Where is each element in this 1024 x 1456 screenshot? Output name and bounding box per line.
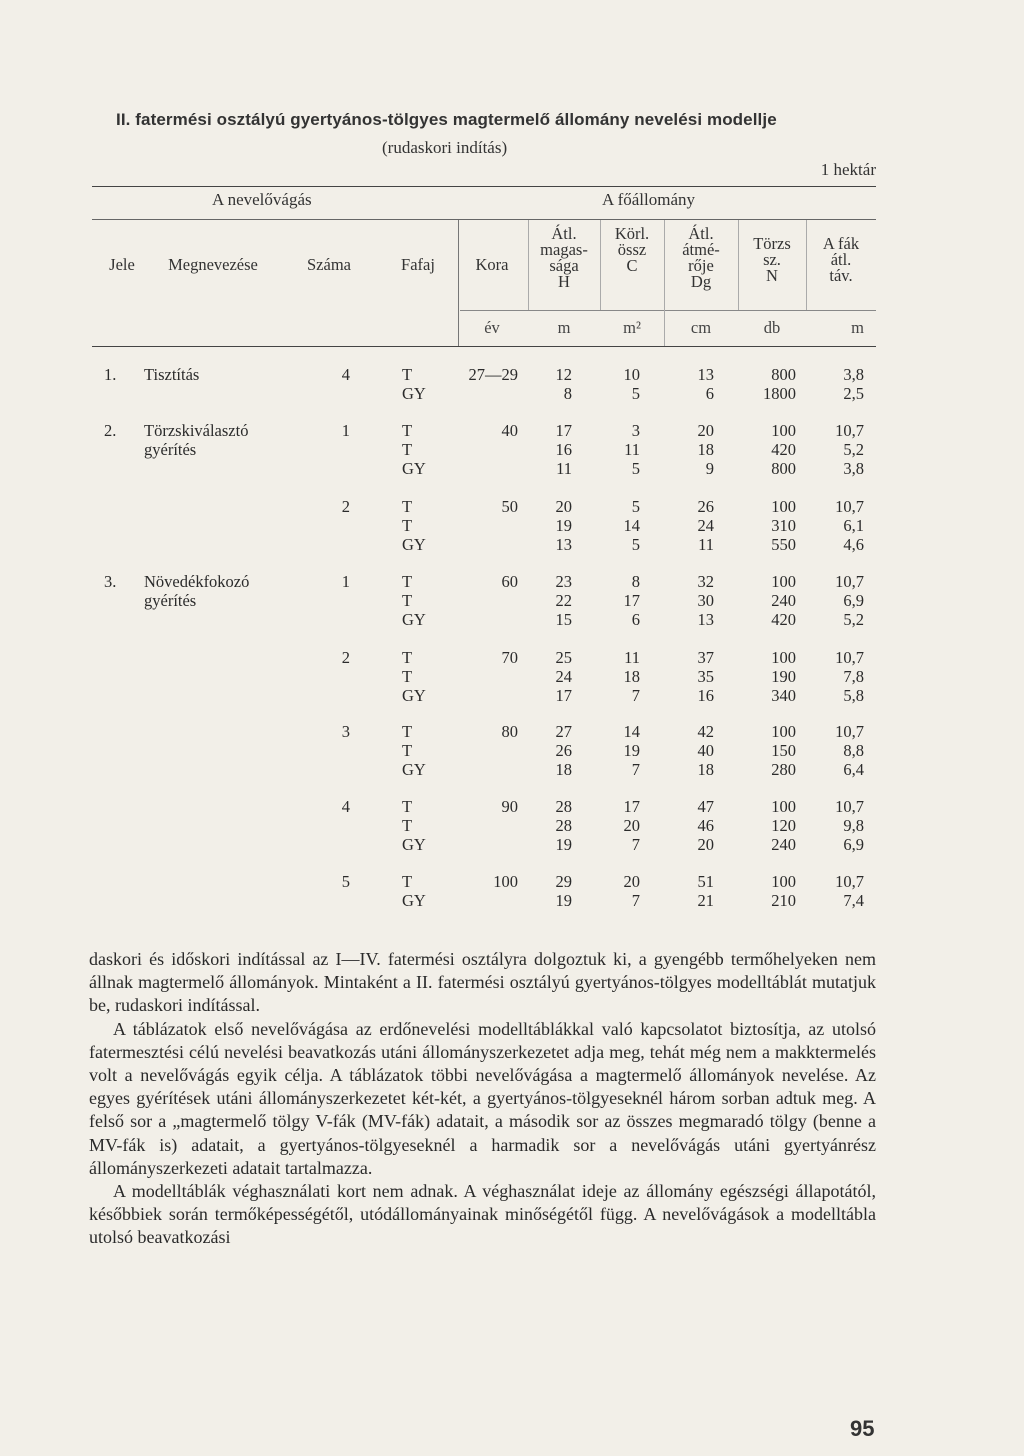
table-cell-c: 17 (623, 797, 640, 816)
unit-rule (460, 310, 876, 311)
table-cell-dg: 13 (697, 610, 714, 629)
table-cell-n: 420 (771, 440, 796, 459)
table-cell-tav: 10,7 (835, 497, 864, 516)
table-cell-h: 27 (555, 722, 572, 741)
table-cell-c: 7 (631, 686, 640, 705)
table-cell-n: 240 (771, 835, 796, 854)
table-cell-megnev: gyérítés (144, 440, 197, 459)
table-cell-h: 19 (555, 835, 572, 854)
table-cell-dg: 37 (697, 648, 714, 667)
table-cell-szama: 1 (341, 421, 350, 440)
table-cell-n: 100 (771, 722, 796, 741)
unit-kora: év (484, 318, 500, 337)
col-header-h: Átl. magas- sága H (540, 224, 588, 291)
table-cell-fafaj: T (402, 667, 413, 686)
table-cell-dg: 20 (697, 835, 714, 854)
table-cell-szama: 4 (341, 365, 350, 384)
table-cell-fafaj: T (402, 497, 413, 516)
table-cell-megnev: Tisztítás (144, 365, 200, 384)
table-cell-c: 14 (623, 516, 640, 535)
table-cell-kora: 60 (501, 572, 518, 591)
table-cell-h: 16 (555, 440, 572, 459)
table-cell-fafaj: T (402, 816, 413, 835)
table-cell-jele: 1. (104, 365, 117, 384)
table-cell-n: 210 (771, 891, 796, 910)
table-cell-jele: 2. (104, 421, 117, 440)
table-cell-dg: 18 (697, 440, 714, 459)
table-cell-dg: 18 (697, 760, 714, 779)
table-cell-h: 12 (555, 365, 572, 384)
table-cell-tav: 10,7 (835, 872, 864, 891)
table-cell-c: 3 (631, 421, 640, 440)
table-cell-h: 29 (555, 872, 572, 891)
table-cell-c: 11 (624, 648, 640, 667)
table-cell-n: 190 (771, 667, 796, 686)
table-cell-fafaj: T (402, 440, 413, 459)
col-header-fafaj: Fafaj (401, 255, 435, 274)
table-cell-h: 26 (555, 741, 572, 760)
table-cell-dg: 46 (697, 816, 714, 835)
table-cell-tav: 6,9 (843, 835, 864, 854)
col-header-jele: Jele (109, 255, 135, 274)
unit-c: m² (623, 318, 641, 337)
table-cell-h: 19 (555, 891, 572, 910)
table-cell-n: 100 (771, 872, 796, 891)
table-cell-tav: 5,2 (843, 440, 864, 459)
table-cell-dg: 6 (705, 384, 714, 403)
table-cell-dg: 26 (697, 497, 714, 516)
table-cell-fafaj: T (402, 365, 413, 384)
table-cell-dg: 32 (697, 572, 714, 591)
table-cell-szama: 3 (341, 722, 350, 741)
table-cell-fafaj: T (402, 516, 413, 535)
table-cell-c: 5 (631, 459, 640, 478)
table-cell-dg: 11 (698, 535, 714, 554)
group-header-thinning: A nevelővágás (212, 190, 312, 209)
table-cell-tav: 10,7 (835, 421, 864, 440)
table-cell-n: 100 (771, 797, 796, 816)
table-cell-h: 28 (555, 797, 572, 816)
table-cell-dg: 42 (697, 722, 714, 741)
table-cell-szama: 2 (341, 497, 350, 516)
table-cell-jele: 3. (104, 572, 117, 591)
table-cell-tav: 7,8 (843, 667, 864, 686)
page-number: 95 (850, 1416, 875, 1441)
table-cell-fafaj: GY (402, 760, 426, 779)
table-cell-n: 150 (771, 741, 796, 760)
table-cell-c: 5 (631, 384, 640, 403)
table-cell-n: 1800 (763, 384, 796, 403)
table-cell-tav: 5,8 (843, 686, 864, 705)
table-cell-c: 7 (631, 891, 640, 910)
table-cell-h: 19 (555, 516, 572, 535)
table-cell-tav: 5,2 (843, 610, 864, 629)
table-cell-fafaj: GY (402, 535, 426, 554)
table-cell-c: 20 (623, 872, 640, 891)
table-cell-dg: 9 (705, 459, 714, 478)
unit-label: 1 hektár (820, 160, 876, 179)
table-cell-n: 280 (771, 760, 796, 779)
table-cell-n: 120 (771, 816, 796, 835)
table-cell-dg: 16 (697, 686, 714, 705)
table-cell-c: 14 (623, 722, 640, 741)
table-cell-dg: 40 (697, 741, 714, 760)
table-cell-dg: 20 (697, 421, 714, 440)
table-cell-tav: 2,5 (843, 384, 864, 403)
table-cell-tav: 8,8 (843, 741, 864, 760)
table-cell-h: 25 (555, 648, 572, 667)
col-header-dg: Átl. átmé- rője Dg (682, 224, 720, 291)
table-cell-c: 7 (631, 835, 640, 854)
col-header-c: Körl. össz C (614, 224, 650, 275)
group-divider (458, 220, 459, 346)
table-cell-h: 18 (555, 760, 572, 779)
top-rule (92, 186, 876, 187)
col-header-n: Törzs sz. N (753, 234, 791, 285)
table-cell-fafaj: T (402, 872, 413, 891)
table-cell-h: 24 (555, 667, 572, 686)
table-cell-h: 17 (555, 686, 572, 705)
table-cell-n: 100 (771, 497, 796, 516)
table-cell-tav: 3,8 (843, 459, 864, 478)
table-cell-tav: 6,1 (843, 516, 864, 535)
table-subtitle: (rudaskori indítás) (382, 138, 508, 157)
unit-dg: cm (690, 318, 712, 337)
table-cell-n: 800 (771, 365, 796, 384)
col-header-kora: Kora (475, 255, 509, 274)
table-cell-kora: 70 (501, 648, 518, 667)
table-cell-h: 22 (555, 591, 572, 610)
body-text (89, 948, 876, 1250)
table-cell-tav: 6,9 (843, 591, 864, 610)
table-cell-n: 340 (771, 686, 796, 705)
table-cell-n: 100 (771, 421, 796, 440)
col-header-szama: Száma (307, 255, 351, 274)
table-cell-fafaj: T (402, 722, 413, 741)
table-cell-fafaj: GY (402, 610, 426, 629)
table-cell-c: 7 (631, 760, 640, 779)
table-cell-szama: 4 (341, 797, 350, 816)
table-cell-h: 17 (555, 421, 572, 440)
table-cell-c: 19 (623, 741, 640, 760)
group-header-main-stand: A főállomány (602, 190, 696, 209)
table-cell-tav: 10,7 (835, 797, 864, 816)
table-cell-c: 17 (623, 591, 640, 610)
table-cell-megnev: Törzskiválasztó (144, 421, 249, 440)
table-cell-fafaj: GY (402, 459, 426, 478)
table-cell-h: 15 (555, 610, 572, 629)
table-cell-kora: 80 (501, 722, 518, 741)
table-cell-tav: 4,6 (843, 535, 864, 554)
paragraph: daskori és időskori indítással az I—IV. fatermési osztályra dolgoztuk ki, a gyengébb termőhelyeken nem állnak magtermelő állományok. Mintaként a II. fatermési osztályú gyertyános-tölgyes modelltáblát mutatjuk be, rudaskori indítással. (89, 949, 876, 1016)
table-cell-n: 240 (771, 591, 796, 610)
table-cell-kora: 90 (501, 797, 518, 816)
table-cell-fafaj: T (402, 741, 413, 760)
table-cell-dg: 47 (697, 797, 714, 816)
table-cell-dg: 35 (697, 667, 714, 686)
table-cell-tav: 10,7 (835, 648, 864, 667)
table-cell-n: 310 (771, 516, 796, 535)
table-cell-kora: 100 (493, 872, 518, 891)
table-cell-fafaj: GY (402, 891, 426, 910)
table-cell-tav: 6,4 (843, 760, 864, 779)
table-cell-fafaj: T (402, 421, 413, 440)
table-cell-tav: 3,8 (843, 365, 864, 384)
table-cell-fafaj: GY (402, 835, 426, 854)
table-cell-tav: 10,7 (835, 572, 864, 591)
table-cell-fafaj: GY (402, 384, 426, 403)
table-cell-n: 550 (771, 535, 796, 554)
table-cell-szama: 5 (341, 872, 350, 891)
table-cell-h: 20 (555, 497, 572, 516)
table-cell-kora: 27—29 (468, 365, 518, 384)
group-rule (92, 219, 876, 220)
table-cell-kora: 40 (501, 421, 518, 440)
table-cell-c: 18 (623, 667, 640, 686)
paragraph: A modelltáblák véghasználati kort nem adnak. A véghasználat ideje az állomány egészségi állapotától, későbbiek során termőképességétől, utódállományainak minőségétől függ. A nevelővágások a modelltábla utolsó beavatkozási (89, 1181, 876, 1248)
table-cell-megnev: gyérítés (144, 591, 197, 610)
paragraph: A táblázatok első nevelővágása az erdőnevelési modelltáblákkal való kapcsolatot biztosítja, az utolsó fatermesztési célú nevelési beavatkozás utáni állományszerkezetet adja meg, tehát még nem a makktermelés volt a nevelővágás egyik célja. A táblázatok többi nevelővágása a magtermelő állományok nevelése. Az egyes gyérítések utáni állományszerkezetet két-két, a gyertyános-tölgyeseknél három sorban adtuk meg. A felső sor a „magtermelő tölgy V-fák (MV-fák) adatait, a második sor az összes megmaradó tölgy (benne a MV-fák is) adatait, a gyertyános-tölgyeseknél a harmadik sor a nevelővágás utáni gyertyánrész állományszerkezeti adatait tartalmazza. (89, 1018, 876, 1178)
table-cell-fafaj: T (402, 572, 413, 591)
table-cell-fafaj: T (402, 648, 413, 667)
table-cell-c: 6 (631, 610, 640, 629)
table-cell-tav: 10,7 (835, 722, 864, 741)
table-cell-c: 11 (624, 440, 640, 459)
table-cell-h: 11 (556, 459, 572, 478)
table-cell-dg: 21 (697, 891, 714, 910)
table-cell-dg: 30 (697, 591, 714, 610)
table-cell-dg: 13 (697, 365, 714, 384)
header-bottom-rule (92, 346, 876, 347)
table-cell-n: 420 (771, 610, 796, 629)
table-title: II. fatermési osztályú gyertyános-tölgyes magtermelő állomány nevelési modellje (116, 110, 777, 129)
table-cell-n: 100 (771, 648, 796, 667)
table-cell-tav: 7,4 (843, 891, 864, 910)
table-cell-h: 8 (563, 384, 572, 403)
table-cell-c: 10 (623, 365, 640, 384)
table-cell-h: 23 (555, 572, 572, 591)
table-cell-c: 8 (631, 572, 640, 591)
table-cell-c: 5 (631, 535, 640, 554)
unit-h: m (557, 318, 571, 337)
table-cell-dg: 24 (697, 516, 714, 535)
table-cell-dg: 51 (697, 872, 714, 891)
table-cell-h: 28 (555, 816, 572, 835)
table-cell-fafaj: T (402, 797, 413, 816)
col-header-megnevezese: Megnevezése (168, 255, 258, 274)
table-cell-kora: 50 (501, 497, 518, 516)
table-cell-fafaj: GY (402, 686, 426, 705)
table-cell-h: 13 (555, 535, 572, 554)
table-cell-szama: 2 (341, 648, 350, 667)
table-cell-n: 100 (771, 572, 796, 591)
unit-tav: m (851, 318, 864, 337)
table-cell-szama: 1 (341, 572, 350, 591)
table-cell-c: 20 (623, 816, 640, 835)
table-cell-megnev: Növedékfokozó (144, 572, 250, 591)
col-header-tav: A fák átl. táv. (822, 234, 860, 285)
table-cell-fafaj: T (402, 591, 413, 610)
table-cell-c: 5 (631, 497, 640, 516)
table-cell-n: 800 (771, 459, 796, 478)
unit-n: db (763, 318, 781, 337)
table-cell-tav: 9,8 (843, 816, 864, 835)
